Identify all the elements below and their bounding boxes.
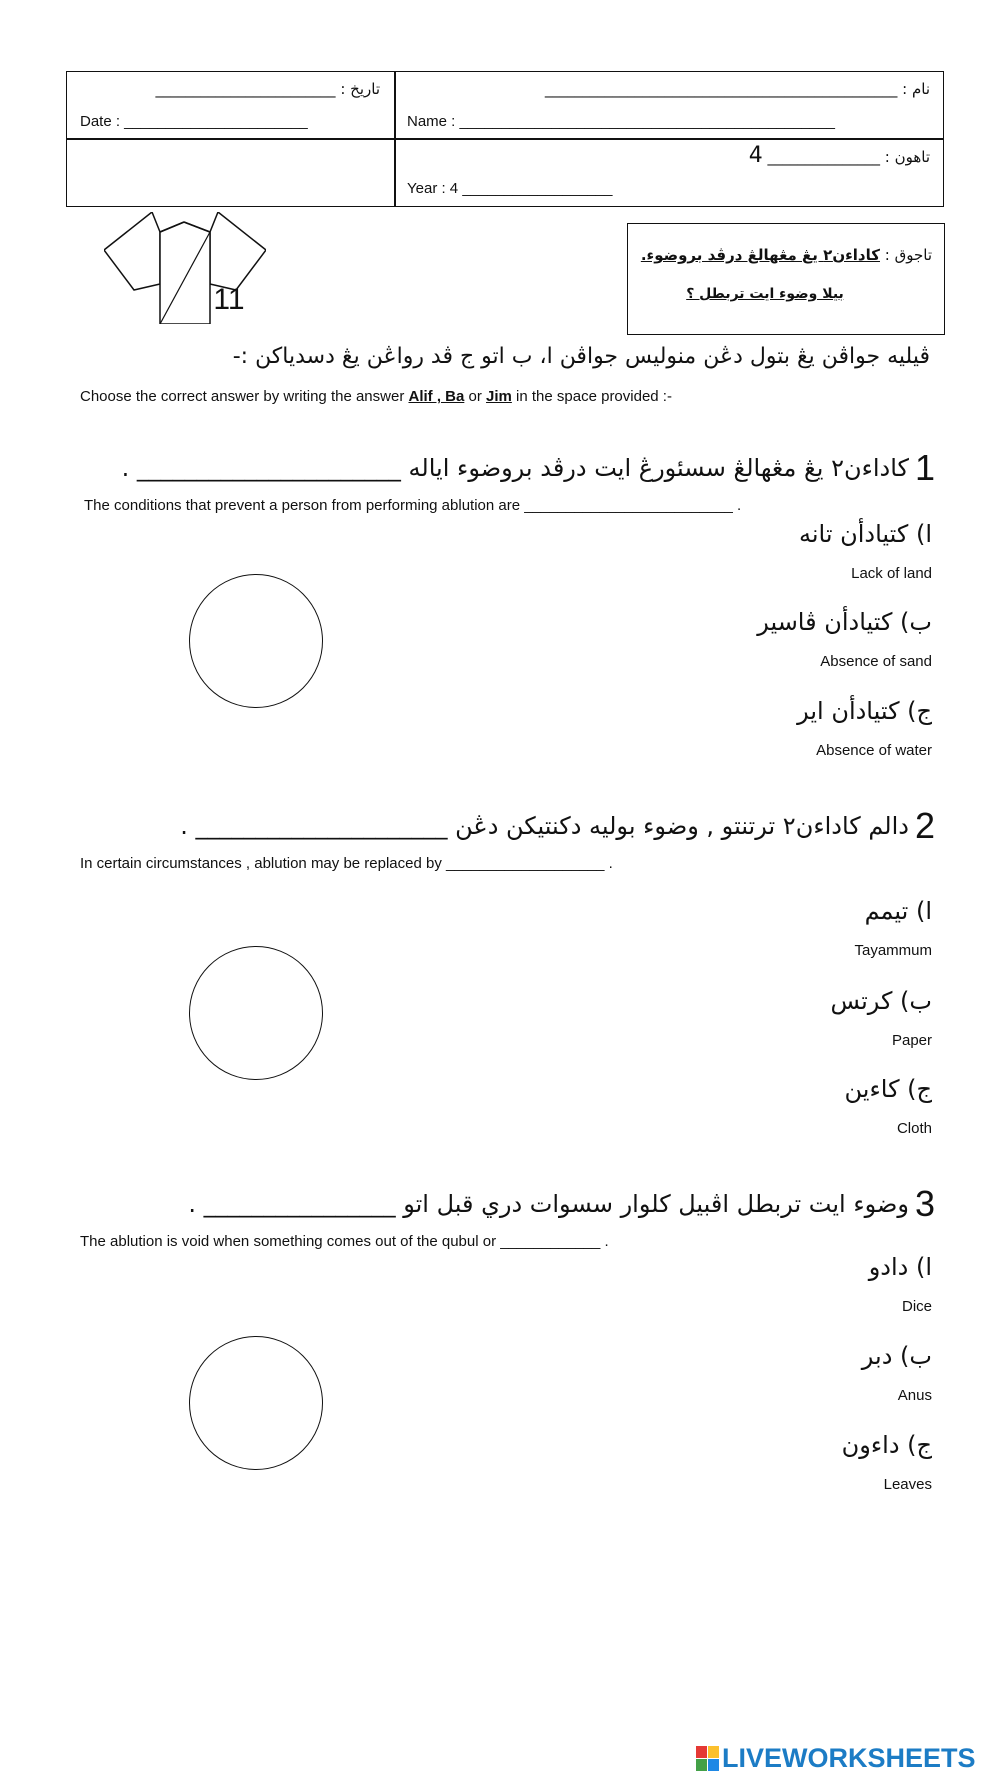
q3-option-a-english: Dice: [901, 1298, 932, 1315]
q1-answer-circle[interactable]: [189, 574, 323, 708]
q2-option-c: ج) كاءين: [844, 1075, 932, 1103]
instructions-suffix: in the space provided :-: [511, 388, 672, 405]
score-value: 11: [213, 283, 245, 316]
q2-option-a: ا) تيمم: [864, 897, 932, 925]
q2-option-a-english: Tayammum: [854, 942, 932, 959]
instructions-jim: Jim: [486, 388, 512, 405]
topic-box: [627, 223, 945, 335]
name-jawi-label: نام :: [902, 80, 930, 98]
q2-option-b-english: Paper: [891, 1032, 932, 1049]
date-jawi-line[interactable]: [100, 80, 380, 98]
question-1-english: The conditions that prevent a person from performing ablution are _________________________ .: [84, 497, 742, 514]
q1-option-b-english: Absence of sand: [820, 653, 932, 670]
date-field[interactable]: Date : ______________________: [80, 113, 308, 130]
instructions-english: [80, 388, 672, 405]
q3-option-c: ج) داءون: [841, 1431, 932, 1459]
logo-tile-red: [696, 1746, 707, 1758]
year-jawi-value: 4: [748, 143, 763, 168]
topic-title: كاداءن٢ يڠ مڠهالڠ درڤد بروضوء.: [640, 246, 880, 264]
name-field[interactable]: Name : _____________________________________________: [407, 113, 835, 130]
question-3-text: وضوء ايت تربطل اڤبيل كلوار سسوات دري قبل اتو ________________ .: [188, 1190, 909, 1218]
liveworksheets-logo-text: LIVEWORKSHEETS: [722, 1742, 976, 1773]
instructions-or: or: [464, 388, 487, 405]
table-divider-horizontal: [67, 138, 943, 140]
q1-option-b: ب) كتيادأن ڤاسير: [757, 608, 932, 636]
q1-option-c-english: Absence of water: [816, 742, 932, 759]
logo-tile-green: [696, 1759, 707, 1771]
topic-subtitle: بيلا وضوء ايت تربطل ؟: [686, 286, 844, 302]
question-2-number: 2: [914, 805, 935, 846]
q3-option-a: ا) دادو: [868, 1253, 932, 1281]
name-jawi-line[interactable]: [430, 80, 930, 98]
instructions-jawi: ڤيليه جواڤن يڠ بتول دڠن منوليس جواڤن ا، ب اتو ج ڤد رواڠن يڠ دسدياكن :-: [232, 344, 930, 369]
question-3-english: The ablution is void when something comes out of the qubul or ____________ .: [80, 1233, 609, 1250]
question-1-heading: [100, 447, 935, 489]
question-2-heading: [100, 805, 935, 847]
date-jawi-label: تاريخ :: [340, 80, 380, 98]
question-3-number: 3: [914, 1183, 935, 1224]
year-jawi-blank: _______________: [767, 148, 880, 166]
question-2-english: In certain circumstances , ablution may be replaced by ___________________ .: [80, 855, 613, 872]
name-jawi-blank: _______________________________________________: [544, 80, 898, 98]
instructions-text: Choose the correct answer by writing the answer: [80, 388, 409, 405]
q3-answer-circle[interactable]: [189, 1336, 323, 1470]
logo-tile-blue: [708, 1759, 719, 1771]
liveworksheets-logo: [696, 1743, 996, 1773]
q1-option-c: ج) كتيادأن اير: [797, 697, 932, 725]
q3-option-c-english: Leaves: [883, 1476, 932, 1493]
year-jawi-label: تاهون :: [884, 148, 930, 166]
q2-option-b: ب) كرتس: [830, 987, 932, 1015]
question-1-number: 1: [914, 447, 935, 488]
logo-tile-yellow: [708, 1746, 719, 1758]
q2-answer-circle[interactable]: [189, 946, 323, 1080]
date-jawi-blank: ________________________: [155, 80, 336, 98]
year-field[interactable]: Year : 4 __________________: [407, 180, 613, 197]
q3-option-b: ب) دبر: [861, 1342, 932, 1370]
topic-label: تاجوق :: [884, 246, 932, 264]
question-3-heading: [100, 1183, 935, 1225]
q3-option-b-english: Anus: [897, 1387, 932, 1404]
question-2-text: دالم كاداءن٢ ترتنتو , وضوء بوليه دكنتيكن دڠن _____________________ .: [180, 812, 909, 840]
topic-line-1: [640, 246, 932, 264]
instructions-alif-ba: Alif , Ba: [408, 388, 465, 405]
question-1-text: كاداءن٢ يڠ مڠهالڠ سسئورڠ ايت درڤد بروضوء اياله ______________________ .: [121, 454, 909, 482]
q2-option-c-english: Cloth: [896, 1120, 932, 1137]
liveworksheets-logo-icon: [696, 1746, 718, 1770]
q1-option-a: ا) كتيادأن تانه: [798, 520, 932, 548]
year-jawi-line[interactable]: [640, 143, 930, 168]
q1-option-a-english: Lack of land: [851, 565, 932, 582]
